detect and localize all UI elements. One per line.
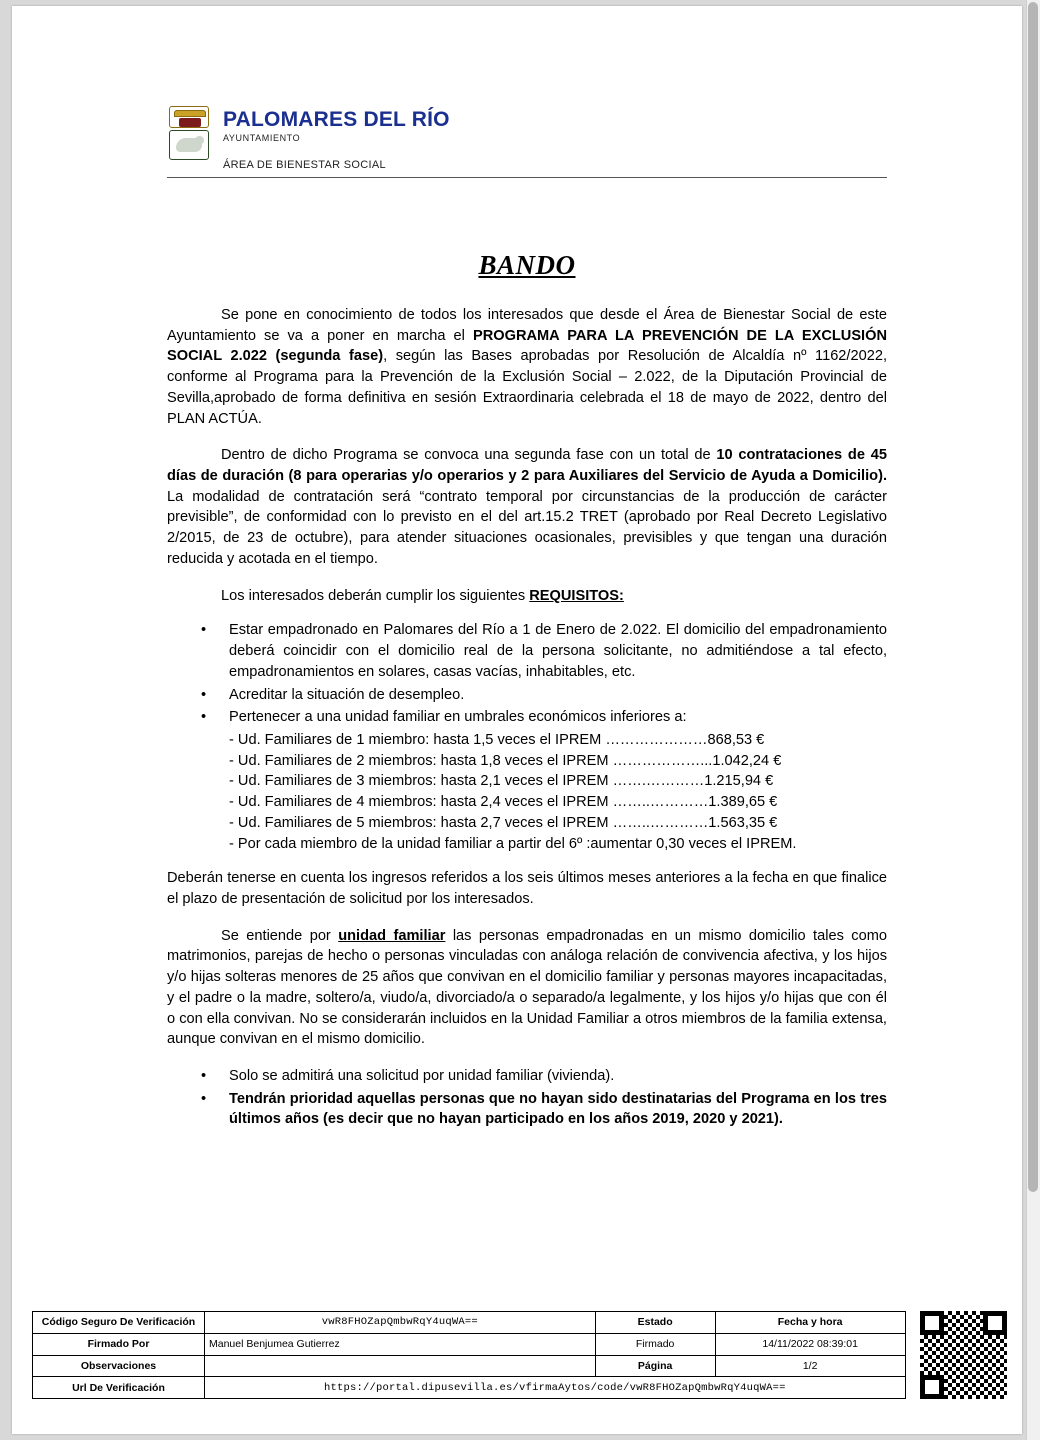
paragraph-2 — [167, 445, 887, 569]
url-verificacion-label: Url De Verificación — [33, 1377, 205, 1399]
csv-label: Código Seguro De Verificación — [33, 1312, 205, 1334]
table-row — [33, 1312, 906, 1334]
paragraph-4-part-b: las personas empadronadas en un mismo domicilio tales como matrimonios, parejas de hecho o personas vinculadas con análoga relación de convivencia afectiva, y los hijos y/o hijas solteras menores de 25 años que convivan en el domicilio familiar y personas mayores incapacitadas, y el padre o la madre, soltero/a, viudo/a, divorciado/a o separado/a legalmente, y los hijos y/o hijas que con él o con ella convivan. No se considerarán incluidos en la Unidad Familiar a otros miembros de la familia extensa, aunque convivan en el mismo domicilio. — [167, 927, 887, 1048]
municipality-name: PALOMARES DEL RÍO — [223, 108, 450, 131]
paragraph-1-part-a: Se pone en conocimiento de todos los interesados que desde el Área de Bienestar Social de este Ayuntamiento se va a poner en marcha el — [167, 307, 887, 344]
unidad-familiar-term: unidad familiar — [338, 927, 446, 944]
fecha-hora-header: Fecha y hora — [715, 1312, 905, 1334]
paragraph-4 — [167, 926, 887, 1050]
vertical-scrollbar[interactable] — [1026, 0, 1040, 1440]
fecha-hora-value: 14/11/2022 08:39:01 — [715, 1333, 905, 1355]
estado-header: Estado — [595, 1312, 715, 1334]
paragraph-1-part-b: , según las Bases aprobadas por Resolución de Alcaldía nº 1162/2022, conforme al Programa para la Prevención de la Exclusión Social – 2.022, de la Diputación Provincial de Sevilla,aprobado de forma definitiva en sesión Extraordinaria celebrada el 18 de mayo de 2022, dentro del PLAN ACTÚA. — [167, 348, 887, 427]
additional-conditions-list — [167, 1066, 887, 1130]
income-line: - Ud. Familiares de 2 miembros: hasta 1,8 veces el IPREM ………………...1.042,24 € — [229, 752, 782, 769]
document-page — [12, 6, 1022, 1434]
list-item — [167, 1089, 887, 1130]
crown-icon — [169, 106, 209, 128]
qr-finder-top-right — [983, 1311, 1007, 1335]
list-item — [167, 707, 887, 854]
bullet-1-text: Estar empadronado en Palomares del Río a 1 de Enero de 2.022. El domicilio del empadronamiento deberá coincidir con el domicilio real de la persona solicitante, no admitiéndose a tal efecto, empadronamientos en solares, casas vacías, inhabitables, etc. — [229, 622, 887, 680]
requisitos-keyword: REQUISITOS: — [529, 587, 624, 604]
page-title: BANDO — [478, 250, 576, 280]
paragraph-1-bold: PROGRAMA PARA LA PREVENCIÓN DE LA EXCLUSIÓN SOCIAL 2.022 (segunda fase) — [167, 327, 887, 365]
entity-name: AYUNTAMIENTO — [223, 133, 301, 143]
paragraph-1 — [167, 305, 887, 429]
csv-value: vwR8FHOZapQmbwRqY4uqWA== — [205, 1312, 596, 1334]
firmado-por-label: Firmado Por — [33, 1333, 205, 1355]
bullet-5-text: Tendrán prioridad aquellas personas que no hayan sido destinatarias del Programa en los tres últimos años (es decir que no hayan participado en los años 2019, 2020 y 2021). — [229, 1090, 887, 1128]
list-item — [167, 685, 887, 706]
letterhead — [167, 106, 887, 178]
pagina-value: 1/2 — [715, 1355, 905, 1377]
paragraph-2-bold: 10 contrataciones de 45 días de duración (8 para operarias y/o operarios y 2 para Auxiliares del Servicio de Ayuda a Domicilio). — [167, 447, 887, 485]
table-row — [33, 1377, 906, 1399]
list-item — [167, 1066, 887, 1087]
income-line: - Ud. Familiares de 4 miembros: hasta 2,4 veces el IPREM ……..…………1.389,65 € — [229, 794, 778, 811]
requirements-list — [167, 620, 887, 854]
income-line: - Por cada miembro de la unidad familiar a partir del 6º :aumentar 0,30 veces el IPREM. — [229, 835, 797, 852]
table-row — [33, 1333, 906, 1355]
qr-finder-top-left — [920, 1311, 944, 1335]
paragraph-3: Deberán tenerse en cuenta los ingresos referidos a los seis últimos meses anteriores a la fecha en que finalice el plazo de presentación de solicitud por los interesados. — [167, 870, 887, 907]
bullet-2-text: Acreditar la situación de desempleo. — [229, 686, 465, 703]
document-content — [167, 106, 887, 1144]
requisitos-lead — [167, 586, 887, 607]
dove-icon — [169, 130, 209, 160]
income-line: - Ud. Familiares de 1 miembro: hasta 1,5 veces el IPREM …………………868,53 € — [229, 731, 765, 748]
bullet-3-text: Pertenecer a una unidad familiar en umbrales económicos inferiores a: — [229, 709, 687, 726]
list-item — [167, 620, 887, 682]
bullet-4-text: Solo se admitirá una solicitud por unidad familiar (vivienda). — [229, 1068, 615, 1084]
qr-finder-bottom-left — [920, 1375, 944, 1399]
area-name: ÁREA DE BIENESTAR SOCIAL — [223, 159, 386, 171]
paragraph-4-part-a: Se entiende por — [221, 927, 339, 944]
paragraph-2-part-a: Dentro de dicho Programa se convoca una segunda fase con un total de — [221, 447, 717, 464]
verification-table — [32, 1311, 906, 1399]
coat-of-arms-icon — [167, 106, 211, 160]
observaciones-value — [205, 1355, 596, 1377]
letterhead-text — [223, 106, 450, 171]
table-row — [33, 1355, 906, 1377]
scrollbar-thumb[interactable] — [1028, 2, 1038, 1192]
paragraph-2-part-b: La modalidad de contratación será “contrato temporal por circunstancias de la producción de carácter previsible”, de conformidad con lo previsto en el del art.15.2 TRET (aprobado por Real Decreto Legislativo 2/2015, de 23 de octubre), para atender situaciones ocasionales, previsibles y que tengan una duración reducida y acotada en el tiempo. — [167, 488, 887, 567]
income-thresholds — [229, 730, 887, 854]
observaciones-label: Observaciones — [33, 1355, 205, 1377]
verification-footer — [32, 1311, 1007, 1399]
estado-value: Firmado — [595, 1333, 715, 1355]
income-line: - Ud. Familiares de 5 miembros: hasta 2,7 veces el IPREM ……..…………1.563,35 € — [229, 814, 778, 831]
qr-code-icon — [920, 1311, 1007, 1399]
requisitos-lead-text: Los interesados deberán cumplir los siguientes — [221, 587, 530, 604]
url-verificacion-value[interactable]: https://portal.dipusevilla.es/vfirmaAytos/code/vwR8FHOZapQmbwRqY4uqWA== — [205, 1377, 906, 1399]
pagina-label: Página — [595, 1355, 715, 1377]
firmado-por-value: Manuel Benjumea Gutierrez — [205, 1333, 596, 1355]
income-line: - Ud. Familiares de 3 miembros: hasta 2,1 veces el IPREM …….…………1.215,94 € — [229, 773, 774, 790]
